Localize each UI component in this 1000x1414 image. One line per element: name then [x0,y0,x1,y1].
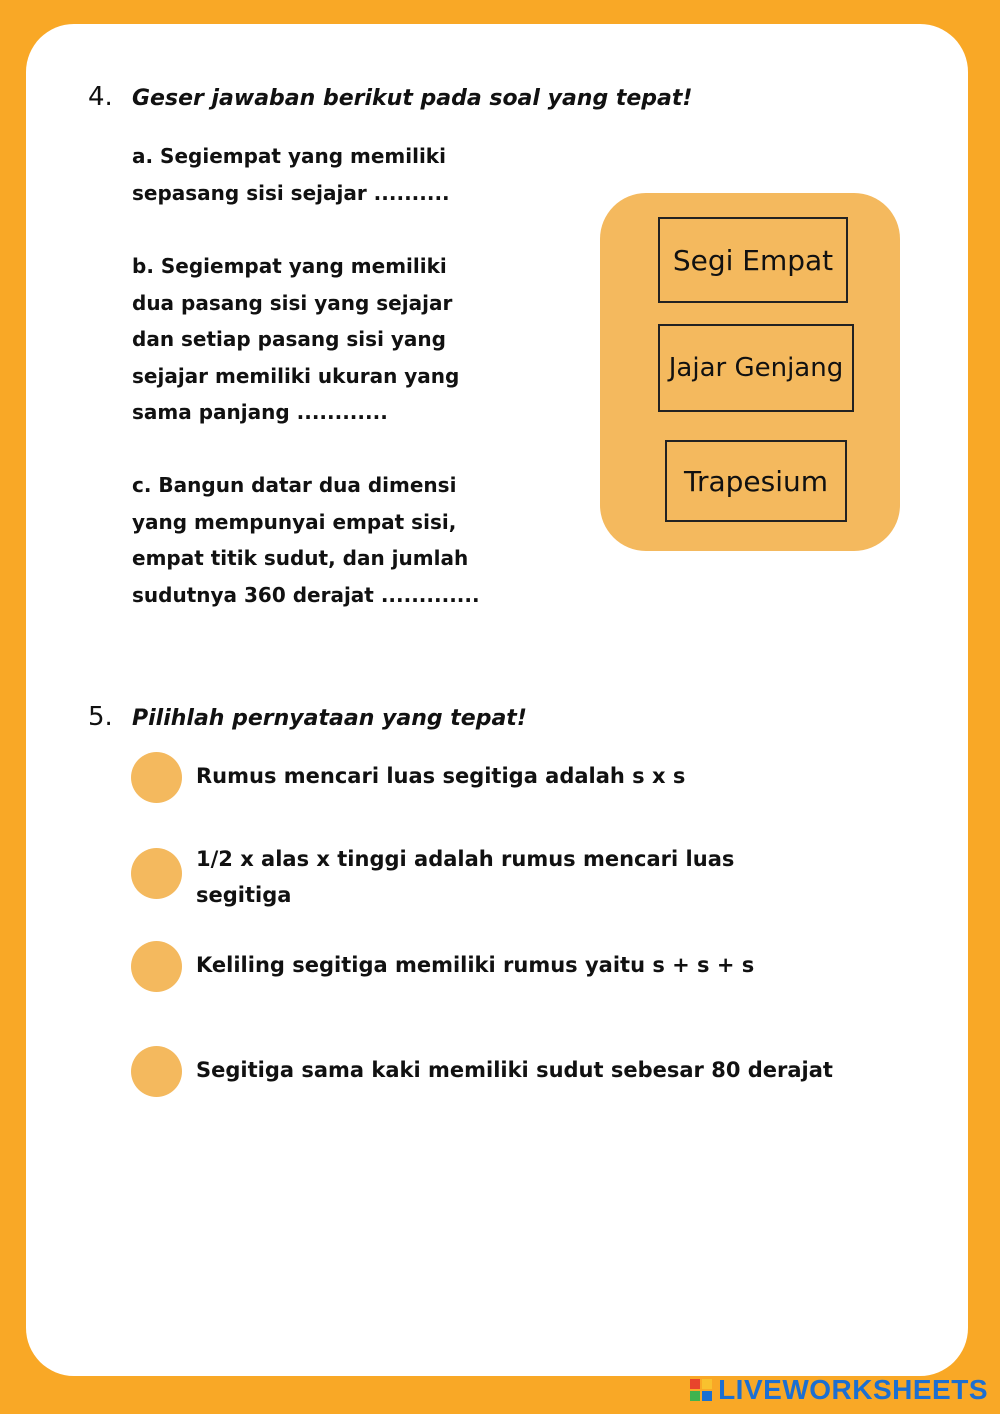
option-3[interactable] [131,941,856,992]
radio-option-2[interactable] [131,848,182,899]
box-border [658,217,672,303]
item-a-line: a. Segiempat yang memiliki [132,144,446,168]
item-c-line: empat titik sudut, dan jumlah [132,546,469,570]
item-b-line: dua pasang sisi yang sejajar [132,290,453,315]
box-border [665,440,679,522]
option-line: 1/2 x alas x tinggi adalah rumus mencari luas [196,847,735,871]
logo-square [690,1379,700,1389]
box-border [658,301,848,303]
item-b-line: dan setiap pasang sisi yang [132,327,446,351]
box-border [658,217,848,219]
liveworksheets-logo[interactable] [690,1374,988,1406]
item-a-line[interactable]: sepasang sisi sejajar .......... [132,180,450,205]
answer-segi-empat[interactable] [658,217,848,303]
question-5-number: 5. [88,702,113,732]
logo-square [702,1391,712,1401]
brand-text: LIVEWORKSHEETS [718,1374,988,1405]
option-line: Segitiga sama kaki memiliki sudut sebesar 80 derajat [196,1058,833,1082]
option-text [196,947,856,983]
box-border [833,440,847,522]
option-line: Keliling segitiga memiliki rumus yaitu s + s + s [196,953,755,977]
option-text [196,1052,896,1088]
answer-label: Trapesium [683,464,829,498]
question-4-title: Geser jawaban berikut pada soal yang tepat! [132,86,693,111]
item-c-line: yang mempunyai empat sisi, [132,509,457,534]
option-1[interactable] [131,752,856,803]
question-4-item-c [132,467,512,613]
answer-trapesium[interactable] [665,440,847,522]
item-b-line: sejajar memiliki ukuran yang [132,363,460,388]
item-b-line[interactable]: sama panjang ............ [132,400,388,424]
option-text [196,758,856,794]
answer-label: Jajar Genjang [668,353,844,383]
box-border [834,217,848,303]
question-5-title: Pilihlah pernyataan yang tepat! [132,706,527,731]
question-4-item-a [132,138,512,211]
question-4-number: 4. [88,82,113,112]
question-4-item-b [132,248,512,431]
item-b-line: b. Segiempat yang memiliki [132,254,447,278]
liveworksheets-logo-icon [690,1379,712,1401]
answer-label: Segi Empat [672,243,834,277]
logo-square [690,1391,700,1401]
answer-jajar-genjang[interactable] [658,324,854,412]
option-text [196,841,856,913]
box-border [658,410,854,412]
logo-square [702,1379,712,1389]
radio-option-3[interactable] [131,941,182,992]
option-line: Rumus mencari luas segitiga adalah s x s [196,764,686,788]
box-border [665,440,847,442]
item-c-line: c. Bangun datar dua dimensi [132,473,457,497]
option-2[interactable] [131,848,856,913]
box-border [658,324,854,326]
radio-option-1[interactable] [131,752,182,803]
radio-option-4[interactable] [131,1046,182,1097]
item-c-line[interactable]: sudutnya 360 derajat ............. [132,582,480,607]
box-border [665,520,847,522]
option-line: segitiga [196,883,292,907]
option-4[interactable] [131,1046,896,1097]
